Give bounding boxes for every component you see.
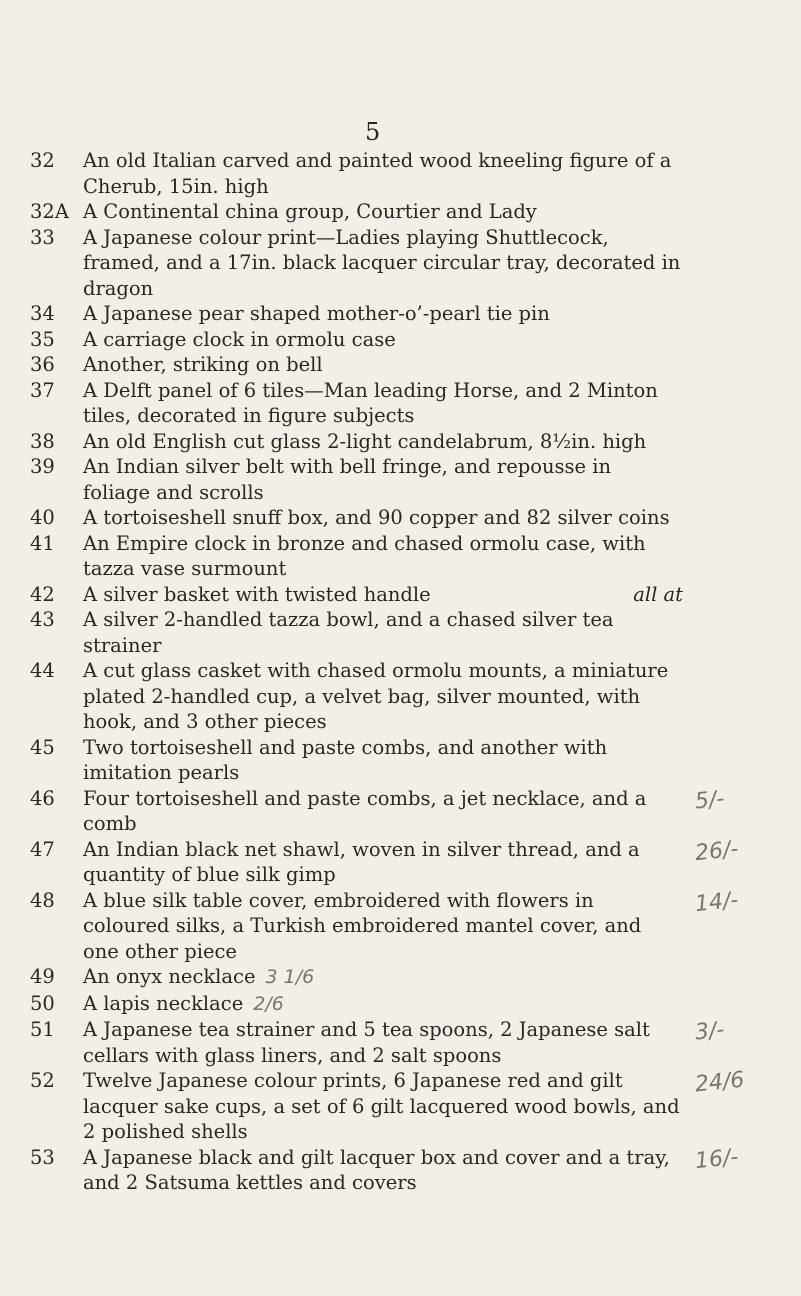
- lot-description-text: A Continental china group, Courtier and Lady: [83, 200, 537, 223]
- lot-description: [83, 1017, 683, 1068]
- lot-description: [83, 1068, 683, 1145]
- lot-number: 46: [30, 786, 55, 810]
- lot-entry: [0, 531, 801, 582]
- lot-description-text: An Empire clock in bronze and chased ormolu case, with tazza vase surmount: [83, 531, 646, 580]
- lot-description: [83, 301, 683, 327]
- lot-description-text: Four tortoiseshell and paste combs, a jet necklace, and a comb: [83, 786, 647, 835]
- lot-description: [83, 505, 683, 531]
- lot-description-text: A carriage clock in ormolu case: [83, 327, 396, 351]
- lot-number: 35: [30, 327, 55, 351]
- lot-entry: [0, 352, 801, 378]
- lot-description: [83, 454, 683, 505]
- lot-description-text: An Indian black net shawl, woven in silver thread, and a quantity of blue silk gimp: [83, 837, 640, 886]
- lot-description-text: A tortoiseshell snuff box, and 90 copper and 82 silver coins: [83, 506, 670, 529]
- lot-number: 49: [30, 965, 55, 988]
- lot-description-text: An old English cut glass 2-light candelabrum, 8½in. high: [83, 429, 647, 453]
- lot-description: [83, 991, 683, 1018]
- lot-number: 43: [30, 608, 55, 631]
- lot-entry: [0, 607, 801, 658]
- lot-description: [83, 888, 683, 965]
- lot-description: [83, 378, 683, 429]
- lot-description-text: A blue silk table cover, embroidered with flowers in coloured silks, a Turkish embroidered mantel cover, and one other piece: [83, 888, 642, 963]
- lot-description-text: Another, striking on bell: [83, 353, 323, 376]
- lot-number: 38: [30, 429, 55, 453]
- lot-number: 41: [30, 531, 55, 555]
- lot-description-text: A cut glass casket with chased ormolu mounts, a miniature plated 2-handled cup, a velvet bag, silver mounted, with hook, and 3 other pieces: [83, 659, 669, 733]
- lot-entry: [0, 964, 801, 991]
- lot-number: 52: [30, 1069, 55, 1092]
- lot-description-text: An onyx necklace: [83, 965, 256, 988]
- lot-entry: [0, 301, 801, 327]
- lot-description-text: Twelve Japanese colour prints, 6 Japanese red and gilt lacquer sake cups, a set of 6 gilt lacquered wood bowls, and 2 polished shells: [83, 1069, 680, 1143]
- lot-entry: [0, 888, 801, 965]
- lot-entry: [0, 1017, 801, 1068]
- lot-entry: [0, 786, 801, 837]
- handwritten-price: 5/-: [693, 786, 726, 814]
- lot-number: 40: [30, 506, 55, 529]
- lot-number: 42: [30, 582, 55, 606]
- lot-description-text: A Japanese pear shaped mother-o’-pearl tie pin: [83, 302, 550, 325]
- handwritten-price: 2/6: [253, 992, 284, 1015]
- lot-number: 45: [30, 735, 55, 759]
- lot-description: [83, 658, 683, 735]
- lot-description: [83, 225, 683, 302]
- lot-number: 33: [30, 225, 55, 249]
- lot-description: [83, 837, 683, 888]
- lot-number: 32: [30, 149, 55, 172]
- lot-entry: [0, 199, 801, 225]
- lot-description: [83, 735, 683, 786]
- lot-description: [83, 199, 683, 225]
- lot-number: 50: [30, 991, 55, 1015]
- lot-number: 32A: [30, 200, 69, 223]
- lot-entry: [0, 429, 801, 455]
- lot-description: [83, 429, 683, 455]
- lot-entry: [0, 1068, 801, 1145]
- handwritten-price: 24/6: [693, 1067, 746, 1098]
- lot-description: [83, 964, 683, 991]
- page-number: 5: [365, 118, 382, 146]
- handwritten-price: 26/-: [693, 836, 740, 866]
- lot-description: [83, 327, 683, 353]
- lot-entry: [0, 735, 801, 786]
- lot-list: [0, 148, 801, 1196]
- lot-number: 36: [30, 353, 55, 376]
- handwritten-price: 3 1/6: [265, 966, 315, 988]
- lot-entry: [0, 582, 801, 608]
- lot-entry: [0, 378, 801, 429]
- lot-description: [83, 786, 683, 837]
- lot-entry: [0, 837, 801, 888]
- lot-number: 39: [30, 455, 55, 478]
- lot-description: [83, 607, 683, 658]
- lot-description-text: A lapis necklace: [83, 991, 244, 1015]
- lot-description-text: An Indian silver belt with bell fringe, and repousse in foliage and scrolls: [83, 455, 612, 504]
- lot-description: [83, 352, 683, 378]
- lot-description-text: An old Italian carved and painted wood kneeling figure of a Cherub, 15in. high: [83, 149, 672, 198]
- lot-note: all at: [633, 582, 683, 606]
- handwritten-price: 3/-: [693, 1017, 726, 1046]
- lot-entry: [0, 327, 801, 353]
- lot-description: [83, 582, 683, 608]
- lot-number: 51: [30, 1018, 55, 1041]
- lot-entry: [0, 658, 801, 735]
- lot-entry: [0, 1145, 801, 1196]
- lot-description-text: A Japanese colour print—Ladies playing Shuttlecock, framed, and a 17in. black lacquer circular tray, decorated in dragon: [83, 225, 681, 300]
- handwritten-price: 14/-: [693, 887, 740, 917]
- lot-entry: [0, 454, 801, 505]
- lot-number: 34: [30, 302, 55, 325]
- lot-number: 53: [30, 1145, 55, 1169]
- handwritten-price: 16/-: [693, 1144, 740, 1174]
- lot-number: 44: [30, 659, 55, 682]
- lot-description: [83, 1145, 683, 1196]
- lot-entry: [0, 991, 801, 1018]
- lot-description-text: A silver basket with twisted handle: [83, 582, 431, 606]
- lot-description-text: A Japanese black and gilt lacquer box and cover and a tray, and 2 Satsuma kettles and covers: [83, 1145, 670, 1194]
- lot-number: 37: [30, 378, 55, 402]
- lot-description: [83, 531, 683, 582]
- lot-entry: [0, 225, 801, 302]
- lot-entry: [0, 148, 801, 199]
- lot-description-text: A Delft panel of 6 tiles—Man leading Horse, and 2 Minton tiles, decorated in figure subjects: [83, 378, 658, 427]
- lot-number: 48: [30, 888, 55, 912]
- lot-number: 47: [30, 837, 55, 861]
- lot-description-text: A Japanese tea strainer and 5 tea spoons, 2 Japanese salt cellars with glass liners, and 2 salt spoons: [83, 1018, 650, 1067]
- lot-description: [83, 148, 683, 199]
- lot-entry: [0, 505, 801, 531]
- lot-description-text: Two tortoiseshell and paste combs, and another with imitation pearls: [83, 735, 608, 784]
- lot-description-text: A silver 2-handled tazza bowl, and a chased silver tea strainer: [83, 608, 614, 657]
